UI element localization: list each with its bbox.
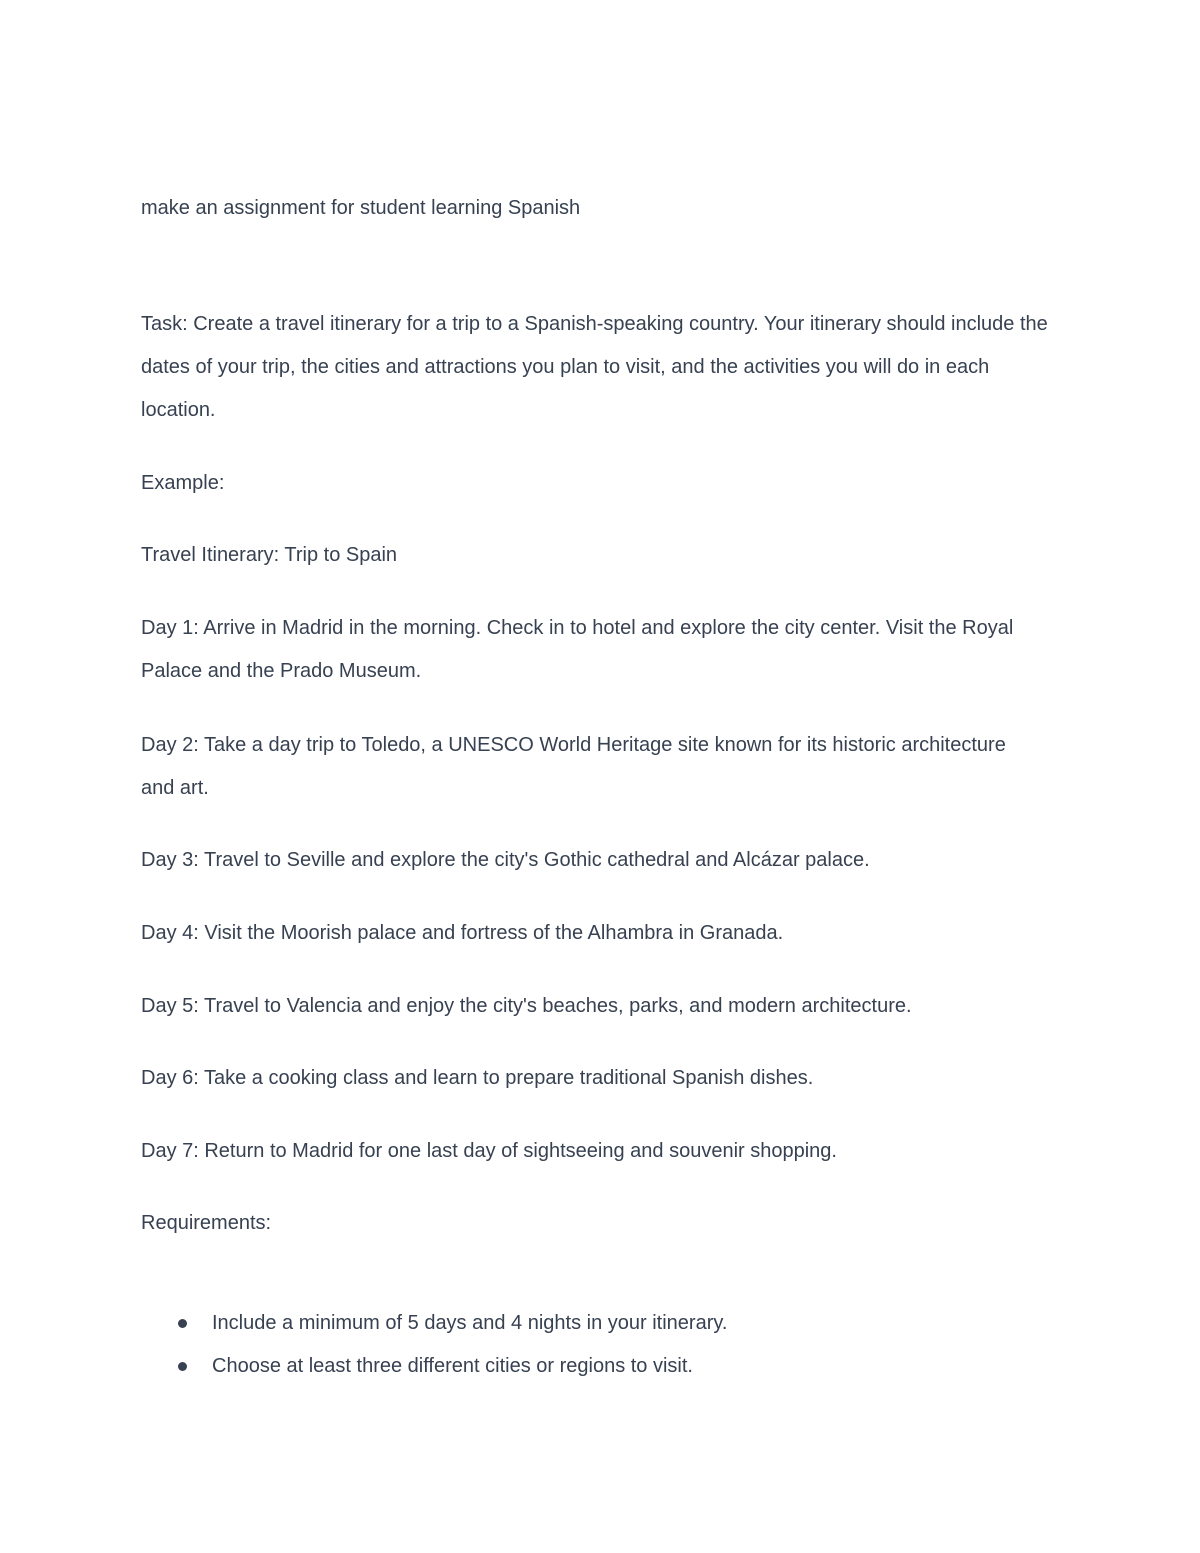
requirement-text: Include a minimum of 5 days and 4 nights in your itinerary. <box>212 1312 728 1334</box>
requirements-list <box>141 1302 1061 1388</box>
itinerary-title: Travel Itinerary: Trip to Spain <box>141 544 398 566</box>
requirement-text: Choose at least three different cities or regions to visit. <box>212 1355 693 1377</box>
list-item <box>141 1302 1061 1345</box>
day-2-text: Day 2: Take a day trip to Toledo, a UNESCO World Heritage site known for its historic architecture and art. <box>141 734 1006 799</box>
requirements-label: Requirements: <box>141 1212 272 1234</box>
day-5-text: Day 5: Travel to Valencia and enjoy the city's beaches, parks, and modern architecture. <box>141 995 912 1017</box>
day-3-text: Day 3: Travel to Seville and explore the city's Gothic cathedral and Alcázar palace. <box>141 849 870 871</box>
example-label: Example: <box>141 472 225 494</box>
day-4-text: Day 4: Visit the Moorish palace and fortress of the Alhambra in Granada. <box>141 922 784 944</box>
day-1-text: Day 1: Arrive in Madrid in the morning. Check in to hotel and explore the city center. Visit the Royal Palace and the Prado Museum. <box>141 617 1014 682</box>
list-item <box>141 1345 1061 1388</box>
bullet-icon <box>178 1362 187 1371</box>
prompt-text: make an assignment for student learning Spanish <box>141 197 581 219</box>
day-7-text: Day 7: Return to Madrid for one last day of sightseeing and souvenir shopping. <box>141 1140 837 1162</box>
day-6-text: Day 6: Take a cooking class and learn to prepare traditional Spanish dishes. <box>141 1067 814 1089</box>
task-paragraph: Task: Create a travel itinerary for a trip to a Spanish-speaking country. Your itinerary should include the dates of your trip, the cities and attractions you plan to visit, and the activities you will do in each location. <box>141 313 1048 421</box>
bullet-icon <box>178 1319 187 1328</box>
